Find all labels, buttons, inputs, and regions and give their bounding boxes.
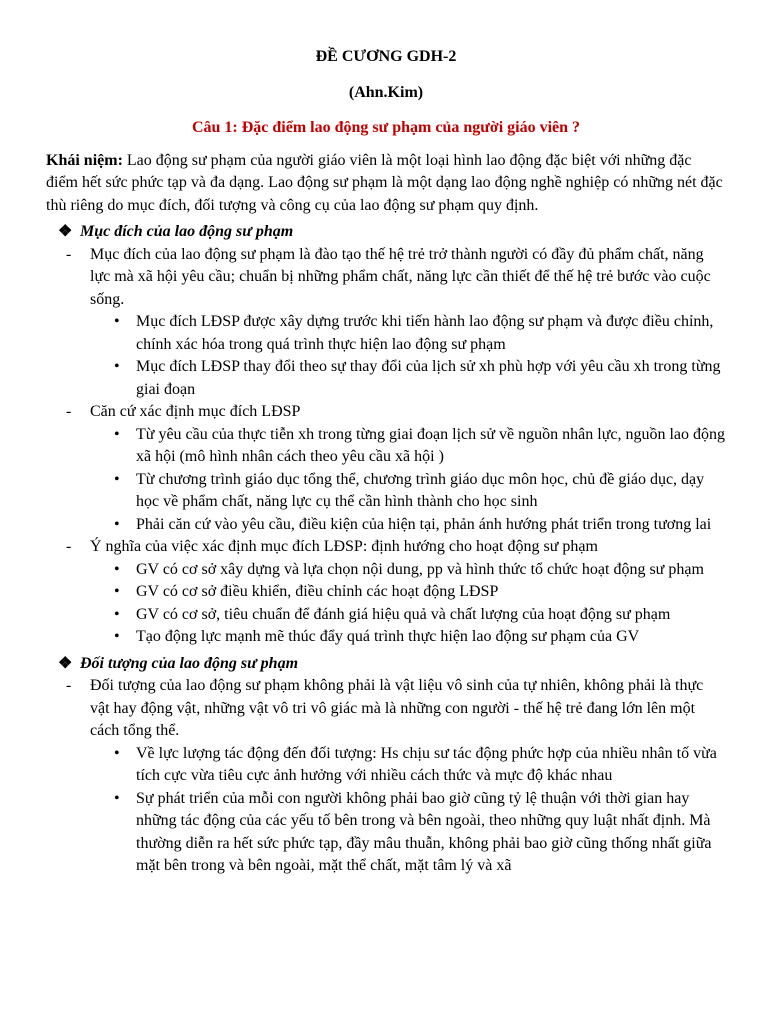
sub-list-item-text: Từ yêu cầu của thực tiễn xh trong từng giai đoạn lịch sử về nguồn nhân lực, nguồn lao động xã hội (mô hình nhân cách theo yêu cầu xã hội ): [136, 425, 726, 465]
sub-list-item-text: GV có cơ sở, tiêu chuẩn để đánh giá hiệu quả và chất lượng của hoạt động sư phạm: [136, 605, 671, 623]
section-title: Mục đích của lao động sư phạm: [80, 223, 294, 240]
sub-list-item: [46, 743, 726, 788]
sub-list-item: [46, 311, 726, 356]
bullet-icon: •: [114, 560, 120, 578]
sub-list-item: [46, 788, 726, 878]
bullet-icon: •: [114, 583, 120, 600]
bullet-icon: •: [114, 358, 120, 375]
sub-list-item: [46, 559, 726, 582]
diamond-bullet-icon: ❖: [58, 654, 73, 672]
sub-list-item-text: Về lực lượng tác động đến đối tượng: Hs chịu sư tác động phức hợp của nhiều nhân tố vừa tích cực vừa tiêu cực ảnh hưởng với nhiều cách thức và mực độ khác nhau: [136, 744, 717, 784]
intro-paragraph: [46, 150, 726, 218]
list-item: [46, 536, 726, 559]
sub-list-item-text: GV có cơ sở điều khiển, điều chỉnh các hoạt động LĐSP: [136, 583, 499, 600]
bullet-icon: •: [114, 470, 120, 488]
sub-list-item: [46, 424, 726, 469]
bullet-icon: •: [114, 313, 120, 330]
list-item-text: Đối tượng của lao động sư phạm không phải là vật liệu vô sinh của tự nhiên, không phải là thực vật hay động vật, những vật vô tri vô giác mà là những con người - thế hệ trẻ đang lớn lên một cách tổng thể.: [90, 677, 704, 739]
sub-list-item-text: Sự phát triển của mỗi con người không phải bao giờ cũng tỷ lệ thuận với thời gian hay những tác động của các yếu tố bên trong và bên ngoài, theo những quy luật nhất định. Mà thường diễn ra hết sức phức tạp, đầy mâu thuẫn, không phải bao giờ cũng thống nhất giữa mặt bên trong và bên ngoài, mặt thể chất, mặt tâm lý và xã: [136, 789, 712, 874]
list-item: [46, 675, 726, 743]
document-title: ĐỀ CƯƠNG GDH-2: [315, 48, 457, 65]
sub-list-item-text: Tạo động lực mạnh mẽ thúc đẩy quá trình thực hiện lao động sư phạm của GV: [136, 628, 640, 645]
section-title: Đối tượng của lao động sư phạm: [80, 654, 299, 672]
intro-label: Khái niệm:: [46, 151, 123, 169]
dash-marker: -: [66, 677, 72, 694]
document-page: [46, 46, 726, 878]
dash-marker: -: [66, 538, 72, 555]
list-item-text: Ý nghĩa của việc xác định mục đích LĐSP: định hướng cho hoạt động sư phạm: [90, 538, 598, 555]
bullet-icon: •: [114, 425, 120, 443]
sub-list-item: [46, 356, 726, 401]
bullet-icon: •: [114, 605, 120, 623]
bullet-icon: •: [114, 515, 120, 533]
sub-list-item: [46, 581, 726, 604]
section-heading: [46, 221, 726, 244]
sub-list-item: [46, 514, 726, 537]
question-heading: Câu 1: Đặc điểm lao động sư phạm của người giáo viên ?: [191, 119, 581, 136]
list-item-text: Mục đích của lao động sư phạm là đào tạo thế hệ trẻ trở thành người có đầy đủ phẩm chất, năng lực mà xã hội yêu cầu; chuẩn bị những phẩm chất, năng lực cần thiết để thế hệ trẻ bước vào cuộc sống.: [90, 245, 711, 308]
sub-list-item-text: GV có cơ sở xây dựng và lựa chọn nội dung, pp và hình thức tổ chức hoạt động sư phạm: [136, 560, 704, 578]
section-heading: [46, 653, 726, 676]
sub-list-item: [46, 626, 726, 649]
sub-list-item-text: Từ chương trình giáo dục tổng thể, chương trình giáo dục môn học, chủ đề giáo dục, dạy học về phẩm chất, năng lực cụ thể cần hình thành cho học sinh: [136, 470, 705, 510]
list-item: [46, 401, 726, 424]
sub-list-item-text: Phải căn cứ vào yêu cầu, điều kiện của hiện tại, phản ánh hướng phát triển trong tương lai: [136, 515, 712, 533]
sub-list-item-text: Mục đích LĐSP được xây dựng trước khi tiến hành lao động sư phạm và được điều chỉnh, chính xác hóa trong quá trình thực hiện lao động sư phạm: [136, 313, 714, 353]
dash-marker: -: [66, 403, 72, 420]
bullet-icon: •: [114, 628, 120, 645]
sub-list-item: [46, 469, 726, 514]
dash-marker: -: [66, 245, 72, 263]
diamond-bullet-icon: ❖: [58, 223, 73, 240]
document-author: (Ahn.Kim): [348, 83, 424, 101]
bullet-icon: •: [114, 744, 120, 762]
sub-list-item: [46, 604, 726, 627]
intro-text: Lao động sư phạm của người giáo viên là một loại hình lao động đặc biệt với những đặc điểm hết sức phức tạp và đa dạng. Lao động sư phạm là một dạng lao động nghề nghiệp có những nét đặc thù riêng do mục đích, đối tượng và công cụ của lao động sư phạm quy định.: [46, 151, 723, 214]
sub-list-item-text: Mục đích LĐSP thay đổi theo sự thay đổi của lịch sử xh phù hợp với yêu cầu xh trong từng giai đoạn: [136, 358, 721, 398]
list-item-text: Căn cứ xác định mục đích LĐSP: [90, 403, 301, 420]
bullet-icon: •: [114, 789, 120, 807]
list-item: [46, 244, 726, 312]
